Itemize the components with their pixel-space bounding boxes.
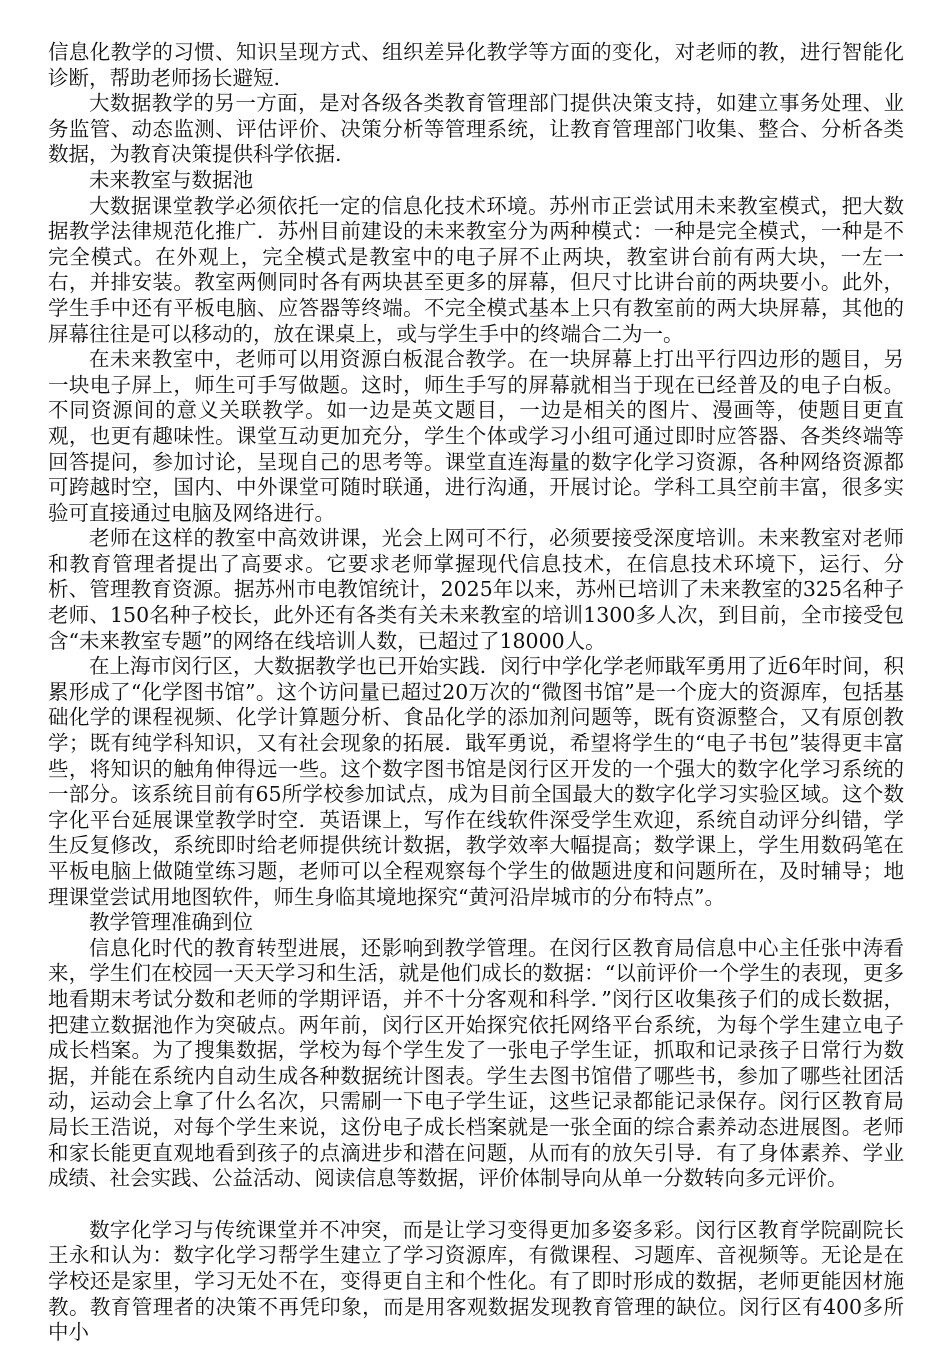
paragraph-whiteboard-teaching: 在未来教室中，老师可以用资源白板混合教学。在一块屏幕上打出平行四边形的题目，另一块电子屏上，师生可手写做题。这时，师生手写的屏幕就相当于现在已经普及的电子白板。不同资源间的意义关联教学。如一边是英文题目，一边是相关的图片、漫画等，使题目更直观，也更有趣味性。课堂互动更加充分，学生个体或学习小组可通过即时应答器、各类终端等回答提问，参加讨论，呈现自己的思考等。课堂直连海量的数字化学习资源，各种网络资源都可跨越时空，国内、中外课堂可随时联通，进行沟通，开展讨论。学科工具空前丰富，很多实验可直接通过电脑及网络进行。 [48, 347, 904, 525]
paragraph-teacher-training: 老师在这样的教室中高效讲课，光会上网可不行，必须要接受深度培训。未来教室对老师和教育管理者提出了高要求。它要求老师掌握现代信息技术，在信息技术环境下，运行、分析、管理教育资源。据苏州市电教馆统计，2025年以来，苏州已培训了未来教室的325名种子老师、150名种子校长，此外还有各类有关未来教室的培训1300多人次，到目前，全市接受包含“未来教室专题”的网络在线培训人数，已超过了18000人。 [48, 526, 904, 653]
paragraph-minhang-practice: 在上海市闵行区，大数据教学也已开始实践．闵行中学化学老师戢军勇用了近6年时间，积累形成了“化学图书馆”。这个访问量已超过20万次的“微图书馆”是一个庞大的资源库，包括基础化学的课程视频、化学计算题分析、食品化学的添加剂问题等，既有资源整合，又有原创教学；既有纯学科知识，又有社会现象的拓展．戢军勇说，希望将学生的“电子书包”装得更丰富些，将知识的触角伸得远一些。这个数字图书馆是闵行区开发的一个强大的数字化学习系统的一部分。该系统目前有65所学校参加试点，成为目前全国最大的数字化学习实验区域。这个数字化平台延展课堂教学时空．英语课上，写作在线软件深受学生欢迎，系统自动评分纠错，学生反复修改，系统即时给老师提供统计数据，教学效率大幅提高；数学课上，学生用数码笔在平板电脑上做随堂练习题，老师可以全程观察每个学生的做题进度和问题所在，及时辅导；地理课堂尝试用地图软件，师生身临其境地探究“黄河沿岸城市的分布特点”。 [48, 654, 904, 909]
section-heading-future-classroom: 未来教室与数据池 [89, 167, 253, 192]
paragraph-intro-continuation: 信息化教学的习惯、知识呈现方式、组织差异化教学等方面的变化，对老师的教，进行智能化诊断，帮助老师扬长避短. [48, 40, 904, 90]
paragraph-suzhou-classroom-modes: 大数据课堂教学必须依托一定的信息化技术环境。苏州市正尝试用未来教室模式，把大数据教学法律规范化推广．苏州目前建设的未来教室分为两种模式：一种是完全模式，一种是不完全模式。在外观上，完全模式是教室中的电子屏不止两块，教室讲台前有两大块，一左一右，并排安装。教室两侧同时各有两块甚至更多的屏幕，但尺寸比讲台前的两块要小。此外，学生手中还有平板电脑、应答器等终端。不完全模式基本上只有教室前的两大块屏幕，其他的屏幕往往是可以移动的，放在课桌上，或与学生手中的终端合二为一。 [48, 193, 904, 346]
paragraph-digital-learning: 数字化学习与传统课堂并不冲突，而是让学习变得更加多姿多彩。闵行区教育学院副院长王永和认为：数字化学习帮学生建立了学习资源库，有微课程、习题库、音视频等。无论是在学校还是家里，学习无处不在，变得更自主和个性化。有了即时形成的数据，老师更能因材施教。教育管理者的决策不再凭印象，而是用客观数据发现教育管理的缺位。闵行区有400多所中小 [48, 1217, 904, 1345]
paragraph-growth-records: 信息化时代的教育转型进展，还影响到教学管理。在闵行区教育局信息中心主任张中涛看来，学生们在校园一天天学习和生活，就是他们成长的数据：“以前评价一个学生的表现，更多地看期末考试分数和老师的学期评语，并不十分客观和科学．”闵行区收集孩子们的成长数据，把建立数据池作为突破点。两年前，闵行区开始探究依托网络平台系统，为每个学生建立电子成长档案。为了搜集数据，学校为每个学生发了一张电子学生证，抓取和记录孩子日常行为数据，并能在系统内自动生成各种数据统计图表。学生去图书馆借了哪些书，参加了哪些社团活动，运动会上拿了什么名次，只需刷一下电子学生证，这些记录都能记录保存。闵行区教育局局长王浩说，对每个学生来说，这份电子成长档案就是一张全面的综合素养动态进展图。老师和家长能更直观地看到孩子的点滴进步和潜在问题，从而有的放矢引导．有了身体素养、学业成绩、社会实践、公益活动、阅读信息等数据，评价体制导向从单一分数转向多元评价。 [48, 935, 904, 1191]
document-page [48, 40, 904, 1346]
section-heading-teaching-management: 教学管理准确到位 [89, 910, 253, 935]
paragraph-decision-support: 大数据教学的另一方面，是对各级各类教育管理部门提供决策支持，如建立事务处理、业务监管、动态监测、评估评价、决策分析等管理系统，让教育管理部门收集、整合、分析各类数据，为教育决策提供科学依据. [48, 91, 904, 167]
